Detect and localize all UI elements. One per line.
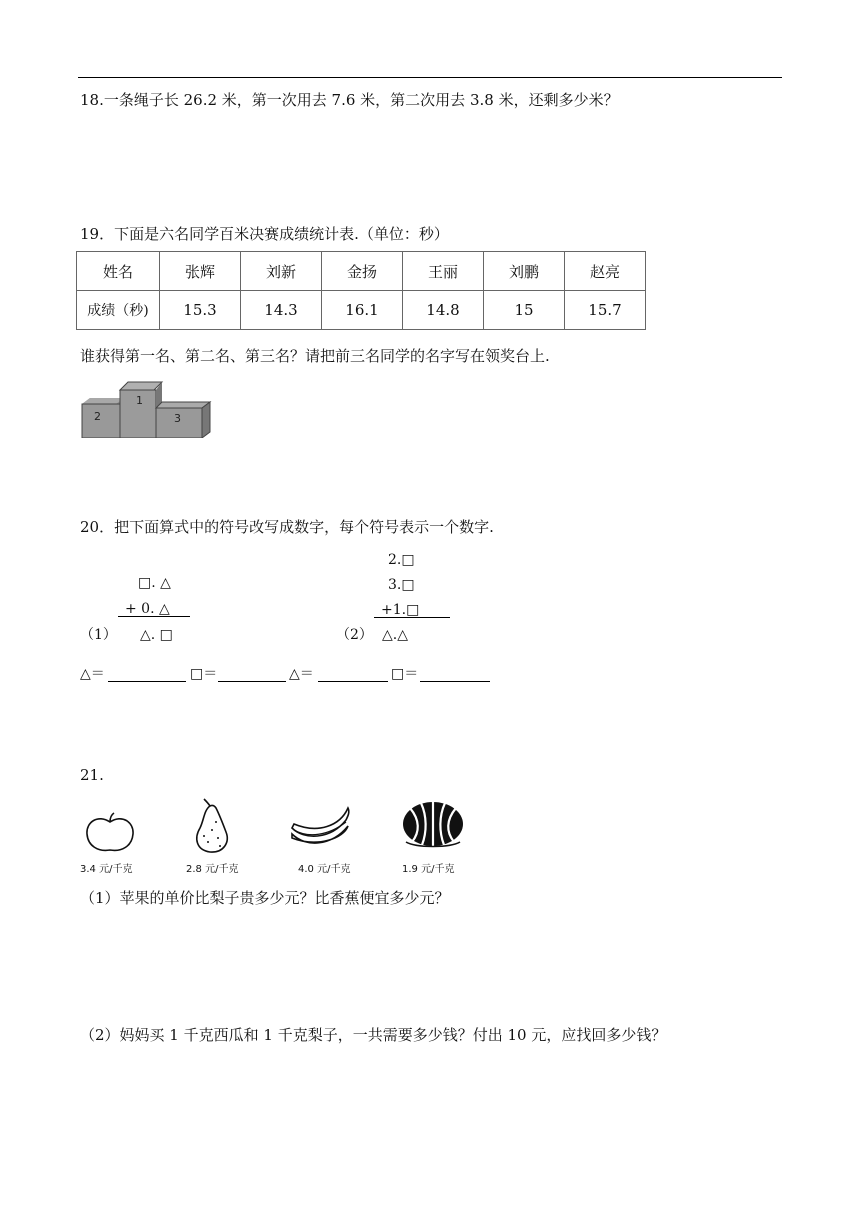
eq2-line2: 3.□ xyxy=(388,577,415,593)
table-cell: 15.3 xyxy=(160,291,241,330)
podium-label-2: 2 xyxy=(94,410,101,423)
question-21-number: 21. xyxy=(80,766,104,784)
question-20-intro: 20．把下面算式中的符号改写成数字，每个符号表示一个数字. xyxy=(80,518,494,536)
answer-label-1: △＝ xyxy=(80,666,105,682)
question-21-part-1: （1）苹果的单价比梨子贵多少元？比香蕉便宜多少元？ xyxy=(80,889,450,907)
table-cell: 14.3 xyxy=(241,291,322,330)
score-table xyxy=(76,251,646,330)
table-cell: 刘鹏 xyxy=(484,252,565,291)
eq2-sum-line xyxy=(374,617,450,618)
table-cell: 16.1 xyxy=(322,291,403,330)
table-cell: 赵亮 xyxy=(565,252,646,291)
eq2-result: △.△ xyxy=(382,627,408,643)
banana-icon xyxy=(288,804,354,850)
answer-blank-4[interactable] xyxy=(420,681,490,682)
answer-blank-2[interactable] xyxy=(218,681,286,682)
table-cell: 姓名 xyxy=(77,252,160,291)
table-cell: 14.8 xyxy=(403,291,484,330)
table-cell: 成绩（秒) xyxy=(77,291,160,330)
top-rule xyxy=(78,77,782,78)
eq1-line2: + 0. △ xyxy=(125,601,170,617)
answer-label-3: △＝ xyxy=(289,666,314,682)
question-19-prompt: 谁获得第一名、第二名、第三名？请把前三名同学的名字写在领奖台上. xyxy=(80,347,550,365)
apple-price: 3.4 元/千克 xyxy=(80,864,133,875)
pear-price: 2.8 元/千克 xyxy=(186,864,239,875)
podium-image xyxy=(80,380,215,438)
question-18: 18.一条绳子长 26.2 米，第一次用去 7.6 米，第二次用去 3.8 米，还剩多少米？ xyxy=(80,91,619,109)
table-header-row xyxy=(77,252,646,291)
table-cell: 刘新 xyxy=(241,252,322,291)
answer-label-2: □＝ xyxy=(190,666,218,682)
podium-label-1: 1 xyxy=(136,394,143,407)
podium-label-3: 3 xyxy=(174,412,181,425)
question-19-intro: 19．下面是六名同学百米决赛成绩统计表.（单位：秒） xyxy=(80,225,449,243)
watermelon-icon xyxy=(400,798,466,848)
answer-blank-1[interactable] xyxy=(108,681,186,682)
eq1-result: △. □ xyxy=(140,627,173,643)
apple-icon xyxy=(84,812,136,854)
table-cell: 15.7 xyxy=(565,291,646,330)
table-cell: 王丽 xyxy=(403,252,484,291)
eq2-line1: 2.□ xyxy=(388,552,415,568)
eq2-label: （2） xyxy=(336,627,373,643)
eq2-line3: +1.□ xyxy=(381,602,420,618)
answer-blank-3[interactable] xyxy=(318,681,388,682)
eq1-line1: □. △ xyxy=(138,575,171,591)
eq1-label: （1） xyxy=(80,627,117,643)
question-21-part-2: （2）妈妈买 1 千克西瓜和 1 千克梨子，一共需要多少钱？付出 10 元，应找回多少钱？ xyxy=(80,1026,667,1044)
table-cell: 金扬 xyxy=(322,252,403,291)
eq1-sum-line xyxy=(118,616,190,617)
table-cell: 张辉 xyxy=(160,252,241,291)
banana-price: 4.0 元/千克 xyxy=(298,864,351,875)
answer-label-4: □＝ xyxy=(391,666,419,682)
watermelon-price: 1.9 元/千克 xyxy=(402,864,455,875)
pear-icon xyxy=(190,798,234,854)
table-row xyxy=(77,291,646,330)
table-cell: 15 xyxy=(484,291,565,330)
